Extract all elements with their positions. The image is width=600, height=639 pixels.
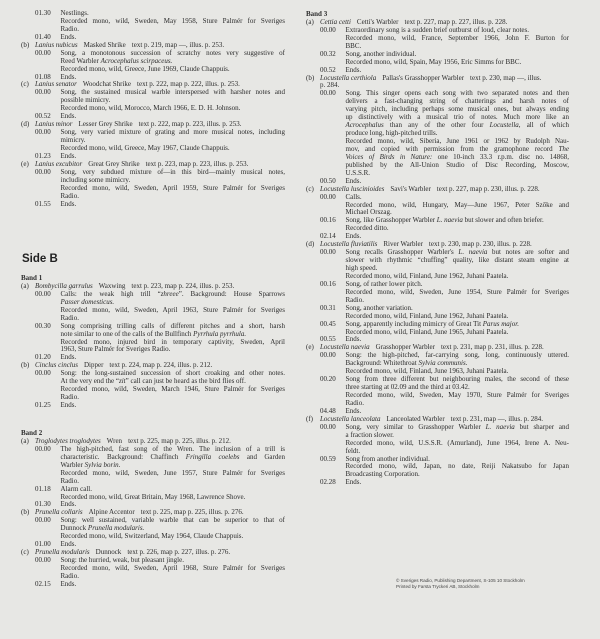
species-letter: (b) [21,508,30,517]
description-text: Radio. [60,191,79,200]
ends-note: Ends. [345,478,362,487]
description-text: mov, and copied with permission from the gramophone record The [345,144,569,153]
species-common-name: Masked Shrike [83,40,126,49]
description-text: Recorded mono, wild, Greece, June 1969, Claude Chappuis. [60,64,230,73]
timestamp: 01.00 [35,540,51,549]
timestamp: 00.16 [320,279,336,288]
description-text: Radio. [60,313,79,322]
timestamp: 01.18 [35,484,51,493]
timestamp: 00.31 [320,303,336,312]
species-latin-name: Lanius nubicus [35,40,78,49]
description-text: Recorded mono, wild, Siberia, June 1961 or 1962 by Rudolph Nau- [345,137,569,145]
species-latin-name: Cettia cetti [320,17,351,26]
species-references: text p. 230, map —, illus. [470,73,542,82]
description-text: Song: well sustained, variable warble that can be superior to that of [60,516,285,525]
species-references: text p. 227, map p. 227, illus. p. 228. [404,17,508,26]
timestamp: 00.00 [35,128,51,137]
species-references: text p. 226, map p. 227, illus. p. 276. [127,548,231,557]
description-text: Broadcasting Corporation. [345,470,420,479]
species-common-name: Dunnock [95,548,122,557]
species-common-name: Savi's Warbler [390,184,431,193]
species-references: text p. 225, map p. 225, illus. p. 276. [140,508,244,517]
band-3-section [306,11,569,487]
description-text: Voices of Birds in Nature: one 10-inch 33.3 r.p.m. disc no. 14868, [345,152,570,161]
description-text: Recorded mono, wild, Sweden, April 1963, Sture Palmér for Sveriges [60,305,285,314]
description-text: Recorded mono, wild, Japan, no date, Reiji Nakatsubo for Japan [345,462,569,471]
species-common-name: Dipper [83,361,104,370]
description-text: Recorded mono, wild, Greece, May 1967, Claude Chappuis. [60,143,230,152]
description-text: Song, very varied mixture of grating and more musical notes, including [60,128,285,137]
timestamp: 00.00 [35,167,51,176]
timestamp: 00.00 [35,289,51,298]
species-latin-name: Lanius excubitor [35,159,83,168]
description-text: Recorded mono, wild, Sweden, June 1957, Sture Palmér for Sveriges [60,468,285,477]
description-text: Song from three different but neighbouring males, the second of these [345,375,569,384]
description-text: Song, a monotonous succession of scratchy notes very suggestive of [60,48,285,57]
species-letter: (b) [306,73,315,82]
publisher-footer [396,578,525,590]
description-text: Background: Whitethroat Sylvia communis. [345,359,468,368]
species-latin-name: Lanius senator [35,80,77,89]
species-letter: (b) [21,361,30,370]
description-text: feldt. [345,446,361,455]
description-text: Reed Warbler Acrocephalus scirpaceus. [60,56,173,65]
description-text: Song. This singer opens each song with two separated notes and then [345,89,569,98]
description-text: Recorded mono, wild, Finland, June 1962, Juhani Paatela. [345,271,509,280]
band-heading: Band 3 [306,10,328,18]
species-letter: (e) [306,343,314,352]
timestamp: 00.00 [320,25,336,34]
description-text: Dunnock Prunella modularis. [60,524,145,533]
description-text: Song, another variation. [345,303,413,312]
ends-note: Ends. [60,32,77,41]
timestamp: 00.45 [320,319,336,328]
species-letter: (f) [306,414,313,423]
description-text: U.S.S.R. [345,168,371,177]
timestamp: 00.55 [320,335,336,344]
description-text: Song: the long-sustained succession of short croaking and other notes. [60,369,285,378]
species-common-name: Woodchat Shrike [82,80,132,89]
description-text: Radio. [345,398,364,407]
species-latin-name: Locustella fluviatilis [320,240,378,249]
timestamp: 02.14 [320,232,336,241]
timestamp: 00.00 [35,369,51,378]
species-references: text p. 225, map p. 225, illus. p. 212. [128,436,231,445]
description-text: Recorded mono, injured bird in temporary captivity, Sweden, April [60,337,285,346]
description-text: characteristic. Background: Chaffinch Fringilla coelebs and Garden [60,452,285,461]
band-2-section [21,430,285,589]
description-text: high speed. [345,264,378,272]
ends-note: Ends. [60,500,77,509]
description-text: Calls: the weak high trill “zhreee”. Background: House Sparrows [60,289,285,298]
species-common-name: Grasshopper Warbler [375,343,435,352]
description-text: Song from another individual. [345,454,430,463]
species-header [320,75,541,83]
description-text: possible mimicry. [60,96,111,105]
timestamp: 00.00 [35,48,51,57]
description-text: mimicry. [60,136,86,144]
timestamp: 02.15 [35,579,51,588]
ends-note: Ends. [60,72,77,81]
species-references: text p. 219, map —, illus. p. 253. [131,40,225,49]
description-text: Recorded mono, wild, Spain, May 1956, Eric Simms for BBC. [345,57,522,66]
description-text: Recorded mono, wild, Finland, June 1965, Juhani Paatela. [345,327,509,336]
side-a-continued-section [21,10,285,208]
species-letter: (c) [21,80,29,89]
ends-note: Ends. [60,199,77,208]
species-letter: (b) [21,40,30,49]
species-letter: (a) [306,17,314,26]
timestamp: 01.30 [35,500,51,509]
description-text: At the very end the “zit” call can just be heard as the bird flies off. [60,377,246,386]
description-text: Recorded mono, wild, Finland, June 1962, Juhani Paatela. [345,311,509,320]
description-text: Song, another individual. [345,49,417,58]
description-text: Recorded mono, wild, U.S.S.R. (Amurland), June 1964, Irene A. Neu- [345,438,569,447]
ends-note: Ends. [345,65,362,74]
timestamp: 00.00 [35,88,51,97]
timestamp: 00.16 [320,216,336,225]
ends-note: Ends. [345,406,362,415]
description-text: Recorded mono, wild, Sweden, April 1968, Sture Palmér for Sveriges [60,563,285,572]
copyright-line: © Sveriges Radio, Publishing Department, S-105 10 Stockholm [396,578,525,583]
timestamp: 00.50 [320,176,336,185]
species-latin-name: Bombycilla garrulus [35,281,93,290]
timestamp: 00.00 [320,422,336,431]
timestamp: 00.32 [320,49,336,58]
timestamp: 00.00 [35,516,51,525]
description-text: Recorded mono, wild, Sweden, June 1954, Sture Palmér for Sveriges [345,287,569,296]
species-latin-name: Lanius minor [35,120,73,129]
description-text: Song: the hurried, weak, but pleasant jingle. [60,556,184,564]
species-references: text p. 224, map p. 224, illus. p. 212. [109,361,213,370]
timestamp: 04.48 [320,406,336,415]
species-letter: (d) [306,240,315,249]
species-references: text p. 222, map p. 222, illus. p. 253. [137,80,240,89]
description-text: Radio. [60,476,79,485]
description-text: The high-pitched, fast song of the Wren. The inclusion of a trill is [60,444,285,453]
band-1-section [21,275,285,410]
description-text: Acrocephalus than any of the other four Locustella, all of which [345,121,569,130]
description-text: produce long, high-pitched trills. [345,129,438,138]
track-line [21,402,285,410]
ends-note: Ends. [345,335,362,344]
description-text: note similar to one of the calls of the Bullfinch Pyrrhula pyrrhula. [60,329,247,338]
description-text: BBC. [345,41,362,50]
timestamp: 00.00 [320,192,336,201]
timestamp: 01.25 [35,401,51,409]
description-text: Song, apparently including mimicry of Great Tit Parus major. [345,319,519,328]
timestamp: 02.28 [320,478,336,487]
timestamp: 00.20 [320,375,336,384]
species-latin-name: Locustella certhiola [320,73,377,82]
timestamp: 00.30 [35,321,51,330]
timestamp: 01.23 [35,151,51,160]
description-text: Recorded mono, wild, Switzerland, May 1964, Claude Chappuis. [60,532,244,541]
species-references: text p. 223, map p. 224, illus. p. 253. [131,281,235,290]
description-text: including some mimicry. [60,175,131,184]
description-text: up distinctively with a musical trio of notes. Much more like an [345,113,569,122]
species-latin-name: Locustella naevia [320,343,370,352]
timestamp: 00.59 [320,454,336,463]
description-text: Radio. [345,295,364,304]
printer-line: Printed by Farsta Tryckeri AB, Stockholm [396,584,480,589]
band-heading: Band 1 [21,274,43,282]
species-letter: (d) [21,120,30,129]
species-latin-name: Cinclus cinclus [35,361,78,370]
description-text: Song recalls Grasshopper Warbler's L. naevia but notes are softer and [345,248,570,257]
species-common-name: Lanceolated Warbler [386,414,445,423]
timestamp: 01.30 [35,9,51,17]
description-text: a fraction slower. [345,430,394,439]
track-line [21,201,285,209]
track-line [306,479,569,487]
description-text: three starting at 02.09 and the third at 03.42. [345,383,470,392]
timestamp: 00.00 [35,556,51,564]
description-text: 1963, Sture Palmér for Sveriges Radio. [60,345,171,354]
description-text: Passer domesticus. [60,297,115,306]
timestamp: 00.00 [35,444,51,453]
description-text: Recorded mono, wild, Sweden, March 1946, Sture Palmér for Sveriges [60,385,285,394]
track-line [21,581,285,589]
species-latin-name: Troglodytes troglodytes [35,436,101,445]
description-text: Song, of rather lower pitch. [345,279,423,288]
species-references-cont: p. 284. [320,81,340,90]
description-text: Warbler Sylvia borin. [60,460,121,469]
species-letter: (c) [21,548,29,557]
description-text: Calls. [345,192,362,201]
species-common-name: Cetti's Warbler [356,17,399,26]
species-references: text p. 231, map p. 231, illus. p. 228. [440,343,544,352]
description-text: Song, very subdued mixture of—in this bird—mainly musical notes, [60,167,285,176]
side-b-heading: Side B [22,253,58,265]
description-text: Recorded ditto. [345,224,389,233]
timestamp: 01.08 [35,72,51,81]
timestamp: 00.00 [320,248,336,257]
species-letter: (a) [21,281,29,290]
timestamp: 01.40 [35,32,51,41]
description-text: delivers a fast-changing string of chatterings and harsh notes of [345,97,569,106]
timestamp: 00.52 [35,112,51,121]
timestamp: 00.00 [320,89,336,98]
species-references: text p. 231, map —, illus. p. 284. [450,414,544,423]
timestamp: 01.55 [35,199,51,208]
description-text: Song, the sustained musical warble interspersed with harsher notes and [60,88,285,97]
description-text: Recorded mono, wild, Great Britain, May 1968, Lawrence Shove. [60,492,246,501]
species-common-name: River Warbler [383,240,423,249]
description-text: Song comprising trilling calls of different pitches and a short, harsh [60,321,285,330]
species-references: text p. 222, map p. 223, illus. p. 253. [138,120,242,129]
species-letter: (a) [21,436,29,445]
species-common-name: Wren [106,436,123,445]
description-text: Recorded mono, wild, Morocco, March 1966, E. D. H. Johnson. [60,104,241,113]
description-text: Song: the high-pitched, far-carrying song, long, continuously uttered. [345,351,569,360]
species-common-name: Great Grey Shrike [88,159,140,168]
species-common-name: Lesser Grey Shrike [78,120,133,129]
ends-note: Ends. [345,176,362,185]
species-latin-name: Locustella luscinioides [320,184,385,193]
species-latin-name: Prunella modularis [35,548,90,557]
description-text: Recorded mono, wild, Sweden, May 1958, Sture Palmér for Sveriges [60,16,285,25]
description-text: Recorded mono, wild, France, September 1966, John F. Burton for [345,33,569,42]
ends-note: Ends. [345,232,362,241]
species-references: text p. 230, map p. 230, illus. p. 228. [428,240,532,249]
timestamp: 00.52 [320,65,336,74]
ends-note: Ends. [60,579,77,588]
description-text: Recorded mono, wild, Finland, June 1963, Juhani Paatela. [345,367,509,376]
description-text: Recorded mono, wild, Sweden, May 1970, Sture Palmér for Sveriges [345,391,569,399]
description-text: Recorded mono, wild, Hungary, May—June 1967, Peter Szőke and [345,200,569,209]
species-letter: (e) [21,159,29,168]
timestamp: 00.00 [320,351,336,360]
description-text: Nestlings. [60,9,89,17]
species-entry [306,75,569,83]
ends-note: Ends. [60,151,77,160]
band-heading: Band 2 [21,429,43,437]
species-common-name: Waxwing [98,281,126,290]
description-text: Radio. [60,393,79,402]
description-text: published by the All-Union Studio of Disc Recording, Moscow, [345,160,569,169]
description-text: Radio. [60,571,79,580]
description-text: Extraordinary song is a sudden brief outburst of loud, clear notes. [345,25,530,34]
species-references: text p. 227, map p. 230, illus. p. 228. [436,184,540,193]
ends-note: Ends. [60,353,77,362]
species-letter: (c) [306,184,314,193]
description-text: Song, like Grasshopper Warbler L. naevia but slower and often briefer. [345,216,544,225]
ends-note: Ends. [60,540,77,549]
species-common-name: Pallas's Grasshopper Warbler [382,73,465,82]
ends-note: Ends. [60,401,77,409]
species-references: text p. 223, map p. 223, illus. p. 253. [145,159,249,168]
ends-note: Ends. [60,112,77,121]
description-text: Alarm call. [60,484,92,493]
description-text: Recorded mono, wild, Sweden, April 1959, Sture Palmér for Sveriges [60,183,285,192]
description-text: Michael Orszag. [345,208,392,217]
description-text: varying pitch, including perhaps some musical ones, but always ending [345,105,569,114]
timestamp: 01.20 [35,353,51,362]
species-latin-name: Prunella collaris [35,508,83,517]
description-text: Song, very similar to Grasshopper Warbler L. naevia but sharper and [345,422,569,431]
description-text: slower with rhythmic “chuffing” quality, like distant steam engine at [345,256,569,265]
description-text: Radio. [60,24,79,33]
species-common-name: Alpine Accentor [88,508,135,517]
species-latin-name: Locustella lanceolata [320,414,381,423]
